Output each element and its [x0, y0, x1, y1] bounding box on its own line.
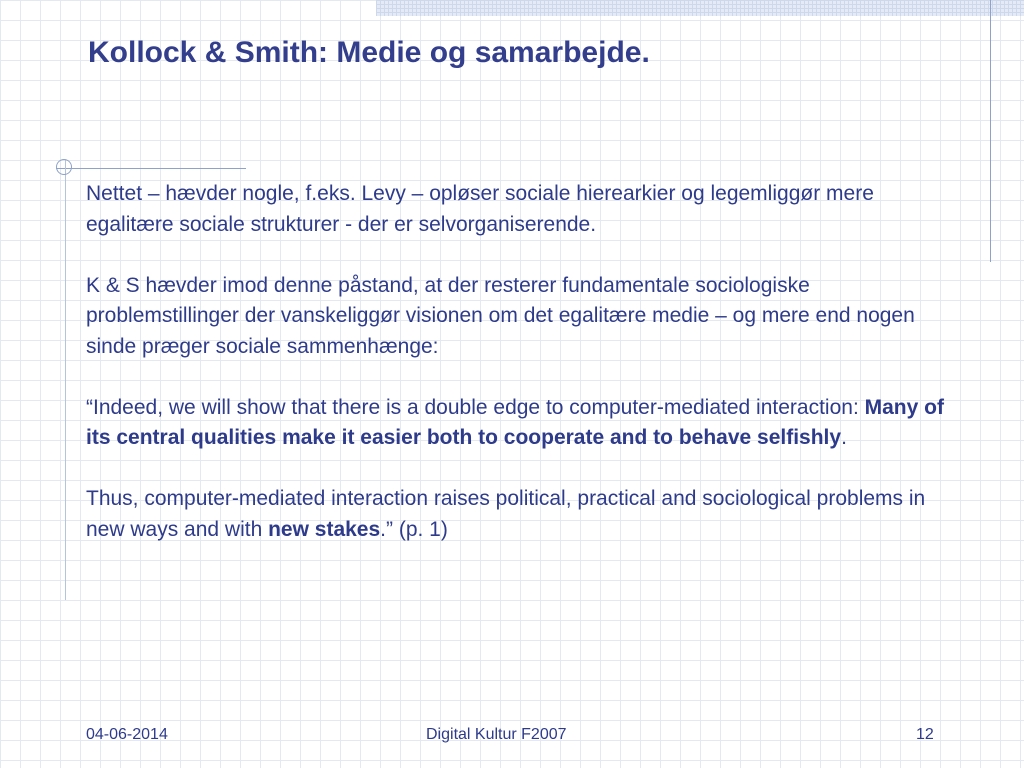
slide-title: Kollock & Smith: Medie og samarbejde.	[88, 36, 650, 69]
decorative-horizontal-line	[56, 168, 246, 169]
paragraph-2: K & S hævder imod denne påstand, at der resterer fundamentale sociologiske problemstillinger der vanskeliggør visionen om det egalitære medie – og mere end nogen sinde præger sociale sammenhænge:	[86, 273, 915, 358]
slide-number: 12	[916, 726, 934, 743]
paragraph-3-intro: “Indeed, we will show that there is a double edge to computer-mediated interaction:	[86, 395, 865, 419]
paragraph-4-emphasis: new stakes	[268, 517, 381, 541]
decorative-circle	[56, 159, 72, 175]
footer-date: 04-06-2014	[86, 726, 168, 743]
paragraph-3-end: .	[841, 426, 847, 449]
paragraph-4-end: .” (p. 1)	[380, 517, 448, 541]
paragraph-3-emphasis: Many of its central qualities make it easier both to cooperate and to behave selfishly	[86, 395, 944, 449]
paragraph-1: Nettet – hævder nogle, f.eks. Levy – opløser sociale hierearkier og legemliggør mere egalitære sociale strukturer - der er selvorganiserende.	[86, 182, 874, 236]
paragraph-4-intro: Thus, computer-mediated interaction raises political, practical and sociological problems in new ways and with	[86, 487, 926, 541]
top-decorative-band	[376, 0, 1024, 16]
footer-course-title: Digital Kultur F2007	[426, 726, 567, 743]
decorative-vertical-line	[990, 0, 991, 262]
slide-body	[86, 179, 966, 576]
paragraph-4	[86, 484, 966, 545]
paragraph-3	[86, 393, 966, 454]
decorative-left-line	[65, 160, 66, 600]
